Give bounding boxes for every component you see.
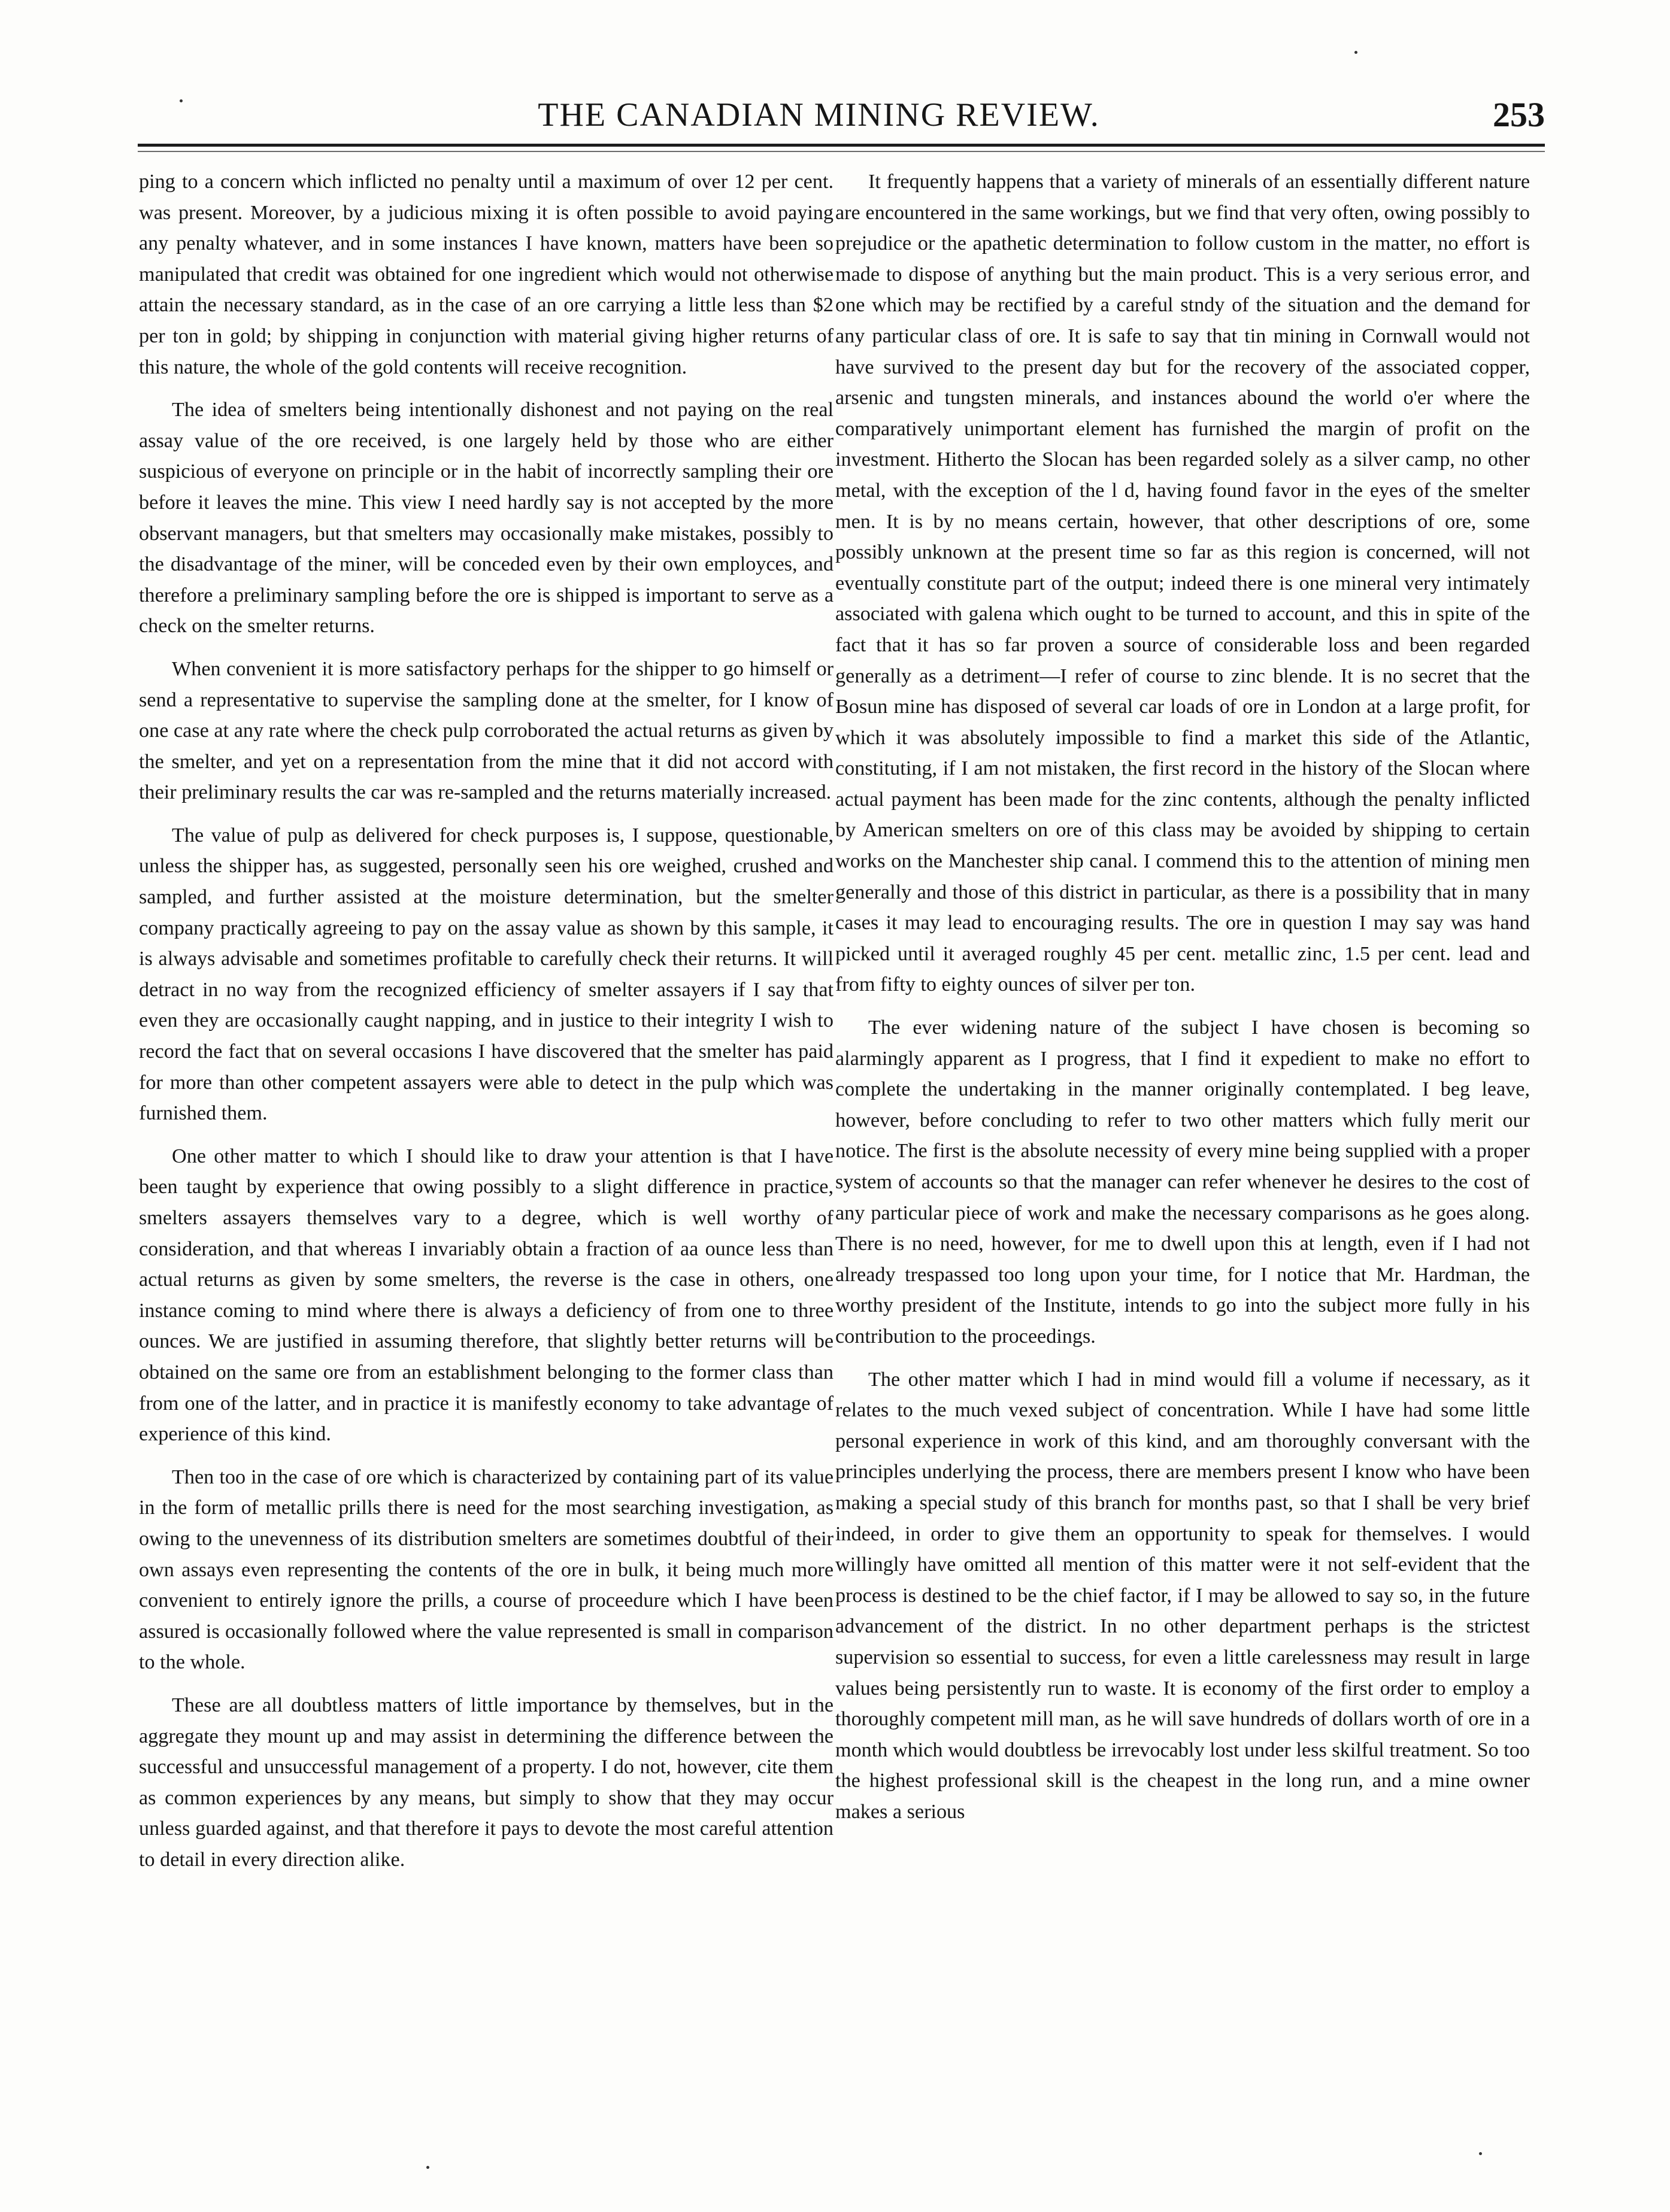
left-paragraph-3: When convenient it is more satisfactory perhaps for the shipper to go himself or send a representative to supervise the sampling done at the smelter, for I know of one case at any rate where the check pulp corroborated the actual returns as given by the smelter, and yet on a representation from the mine that it did not accord with their preliminary results the car was re-sampled and the returns materially increased.	[139, 657, 834, 804]
left-paragraph-4: The value of pulp as delivered for check purposes is, I suppose, questionable, unless the shipper has, as suggested, personally seen his ore weighed, crushed and sampled, and further assisted at the moisture determination, but the smelter company practically agreeing to pay on the assay value as shown by this sample, it is always advisable and sometimes profitable to carefully check their returns. It will detract in no way from the recognized efficiency of smelter assayers if I say that even they are occasionally caught napping, and in justice to their integrity I wish to record the fact that on several occasions I have discovered that the smelter has paid for more than other competent assayers were able to detect in the pulp which was furnished them.	[139, 824, 834, 1125]
left-paragraph-1: ping to a concern which inflicted no penalty until a maximum of over 12 per cent. was present. Moreover, by a judicious mixing it is often possible to avoid paying any penalty whatever, and in some instances I have known, matters have been so manipulated that credit was obtained for one ingredient which would not otherwise attain the necessary standard, as in the case of an ore carrying a little less than $2 per ton in gold; by shipping in conjunction with material giving higher returns of this nature, the whole of the gold contents will receive recognition.	[139, 171, 834, 378]
left-paragraph-2: The idea of smelters being intentionally dishonest and not paying on the real assay value of the ore received, is one largely held by those who are either suspicious of everyone on principle or in the habit of incorrectly sampling their ore before it leaves the mine. This view I need hardly say is not accepted by the more observant managers, but that smelters may occasionally make mistakes, possibly to the disadvantage of the miner, will be conceded even by their own employces, and therefore a preliminary sampling before the ore is shipped is important to serve as a check on the smelter returns.	[139, 399, 834, 638]
running-title: THE CANADIAN MINING REVIEW.	[538, 96, 1100, 133]
page-header	[93, 90, 1545, 138]
header-rule-thin	[138, 151, 1545, 152]
print-speck	[1354, 51, 1357, 54]
left-paragraph-7: These are all doubtless matters of little importance by themselves, but in the aggregate they mount up and may assist in determining the difference between the successful and unsuccessful management of a property. I do not, however, cite them as common experiences by any means, but simply to show that they may occur unless guarded against, and that therefore it pays to devote the most careful attention to detail in every direction alike.	[139, 1694, 834, 1871]
header-rule	[138, 144, 1545, 147]
left-column	[139, 166, 834, 1887]
right-paragraph-3: The other matter which I had in mind would fill a volume if necessary, as it relates to the much vexed subject of concentration. While I have had some little personal experience in work of this kind, and am thoroughly conversant with the principles underlying the process, there are members present I know who have been making a special study of this branch for months past, so that I shall be very brief indeed, in order to give them an opportunity to speak for themselves. I would willingly have omitted all mention of this matter were it not self-evident that the process is destined to be the chief factor, if I may be allowed to say so, in the future advancement of the district. In no other department perhaps is the strictest supervision so essential to success, for even a little carelessness may result in large values being persistently run to waste. It is economy of the first order to employ a thoroughly competent mill man, as he will save hundreds of dollars worth of ore in a month which would doubtless be irrevocably lost under less skilful treatment. So too the highest professional skill is the cheapest in the long run, and a mine owner makes a serious	[835, 1368, 1530, 1823]
print-speck	[180, 99, 183, 102]
left-paragraph-6: Then too in the case of ore which is characterized by containing part of its value in the form of metallic prills there is need for the most searching investigation, as owing to the unevenness of its distribution smelters are sometimes doubtful of their own assays even representing the contents of the ore in bulk, it being much more convenient to entirely ignore the prills, a course of proceedure which I have been assured is occasionally followed where the value represented is small in comparison to the whole.	[139, 1465, 834, 1674]
print-speck	[426, 2166, 429, 2169]
left-paragraph-5: One other matter to which I should like to draw your attention is that I have been taught by experience that owing possibly to a slight difference in practice, smelters assayers themselves vary to a degree, which is well worthy of consideration, and that whereas I invariably obtain a fraction of aa ounce less than actual returns as given by some smelters, the reverse is the case in others, one instance coming to mind where there is always a deficiency of from one to three ounces. We are justified in assuming therefore, that slightly better returns will be obtained on the same ore from an establishment belonging to the former class than from one of the latter, and in practice it is manifestly economy to take advantage of experience of this kind.	[139, 1145, 834, 1446]
right-column	[835, 166, 1530, 1839]
right-paragraph-2: The ever widening nature of the subject I have chosen is becoming so alarmingly apparent as I progress, that I find it expedient to make no effort to complete the undertaking in the manner originally contemplated. I beg leave, however, before concluding to refer to two other matters which fully merit our notice. The first is the absolute necessity of every mine being supplied with a proper system of accounts so that the manager can refer whenever he desires to the cost of any particular piece of work and make the necessary comparisons as he goes along. There is no need, however, for me to dwell upon this at length, even if I had not already trespassed too long upon your time, for I notice that Mr. Hardman, the worthy president of the Institute, intends to go into the subject more fully in his contribution to the proceedings.	[835, 1017, 1530, 1348]
page-number: 253	[1493, 95, 1545, 134]
print-speck	[1479, 2152, 1482, 2155]
right-paragraph-1: It frequently happens that a variety of minerals of an essentially different nature are encountered in the same workings, but we find that very often, owing possibly to prejudice or the apathetic determination to follow custom in the matter, no effort is made to dispose of anything but the main product. This is a very serious error, and one which may be rectified by a careful stndy of the situation and the demand for any particular class of ore. It is safe to say that tin mining in Cornwall would not have survived to the present day but for the recovery of the associated copper, arsenic and tungsten minerals, and instances abound the world o'er where the comparatively unimportant element has furnished the margin of profit on the investment. Hitherto the Slocan has been regarded solely as a silver camp, no other metal, with the exception of the l d, having found favor in the eyes of the smelter men. It is by no means certain, however, that other descriptions of ore, some possibly unknown at the present time so far as this region is concerned, will not eventually constitute part of the output; indeed there is one mineral very intimately associated with galena which ought to be turned to account, and this in spite of the fact that it has so far proven a source of considerable loss and been regarded generally as a detriment—I refer of course to zinc blende. It is no secret that the Bosun mine has disposed of several car loads of ore in London at a large profit, for which it was absolutely impossible to find a market this side of the Atlantic, constituting, if I am not mistaken, the first record in the history of the Slocan where actual payment has been made for the zinc contents, although the penalty inflicted by American smelters on ore of this class may be avoided by shipping to certain works on the Manchester ship canal. I commend this to the attention of mining men generally and those of this district in particular, as there is a possibility that in many cases it may lead to encouraging results. The ore in question I may say was hand picked until it averaged roughly 45 per cent. metallic zinc, 1.5 per cent. lead and from fifty to eighty ounces of silver per ton.	[835, 171, 1530, 996]
